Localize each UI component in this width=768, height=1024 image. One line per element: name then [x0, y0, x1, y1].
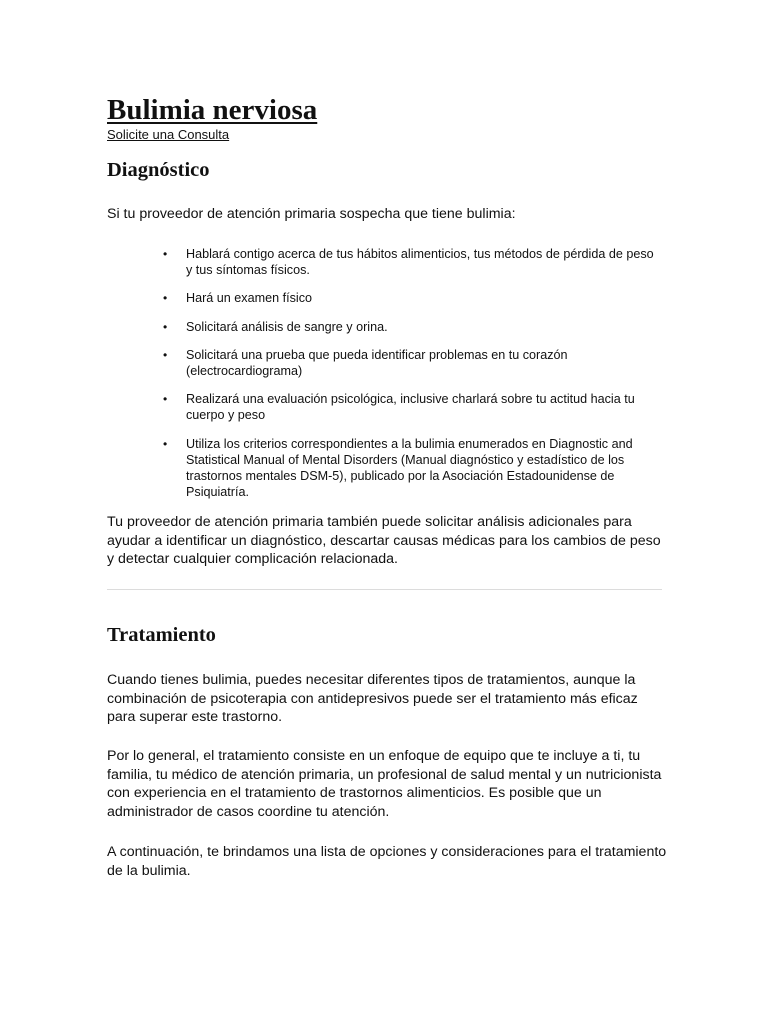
request-consultation-link[interactable]: Solicite una Consulta: [107, 127, 230, 142]
list-item: [163, 246, 663, 278]
list-item: [163, 391, 663, 423]
diagnosis-additional-tests: Tu proveedor de atención primaria también puede solicitar análisis adicionales para ayudar a identificar un diagnóstico, descartar causas médicas para los cambios de peso y detectar cualquier complicación relacionada.: [107, 514, 661, 567]
list-item-text: Utiliza los criterios correspondientes a la bulimia enumerados en Diagnostic and Statistical Manual of Mental Disorders (Manual diagnóstico y estadístico de los trastornos mentales DSM-5), publicado por la Asociación Estadounidense de Psiquiatría.: [186, 436, 633, 500]
diagnosis-intro: Si tu proveedor de atención primaria sospecha que tiene bulimia:: [107, 206, 516, 222]
bullet-icon: •: [163, 319, 168, 334]
treatment-heading: Tratamiento: [107, 624, 216, 646]
list-item-text: Hablará contigo acerca de tus hábitos alimenticios, tus métodos de pérdida de peso y tus síntomas físicos.: [186, 247, 654, 278]
bullet-icon: •: [163, 247, 168, 261]
diagnosis-steps-list: [163, 246, 663, 512]
list-item-text: Realizará una evaluación psicológica, inclusive charlará sobre tu actitud hacia tu cuerpo y peso: [186, 392, 635, 423]
list-item: [163, 347, 663, 379]
page-title: Bulimia nerviosa: [107, 94, 318, 126]
bullet-icon: •: [163, 436, 168, 451]
treatment-paragraph: Cuando tienes bulimia, puedes necesitar diferentes tipos de tratamientos, aunque la combinación de psicoterapia con antidepresivos puede ser el tratamiento más eficaz para superar este trastorno.: [107, 672, 638, 725]
bullet-icon: •: [163, 392, 168, 407]
bullet-icon: •: [163, 291, 168, 306]
list-item-text: Solicitará análisis de sangre y orina.: [186, 319, 388, 334]
treatment-paragraph: Por lo general, el tratamiento consiste en un enfoque de equipo que te incluye a ti, tu familia, tu médico de atención primaria, un profesional de salud mental y un nutricionista con experiencia en el tratamiento de trastornos alimenticios. Es posible que un administrador de casos coordine tu atención.: [107, 748, 662, 820]
bullet-icon: •: [163, 347, 168, 362]
list-item-text: Hará un examen físico: [186, 291, 312, 306]
treatment-paragraph: A continuación, te brindamos una lista de opciones y consideraciones para el tratamiento de la bulimia.: [107, 844, 667, 879]
list-item: [163, 290, 663, 306]
diagnosis-heading: Diagnóstico: [107, 159, 210, 181]
list-item: [163, 319, 663, 335]
section-divider: [107, 589, 662, 590]
list-item-text: Solicitará una prueba que pueda identificar problemas en tu corazón (electrocardiograma): [186, 347, 568, 379]
list-item: [163, 436, 663, 501]
